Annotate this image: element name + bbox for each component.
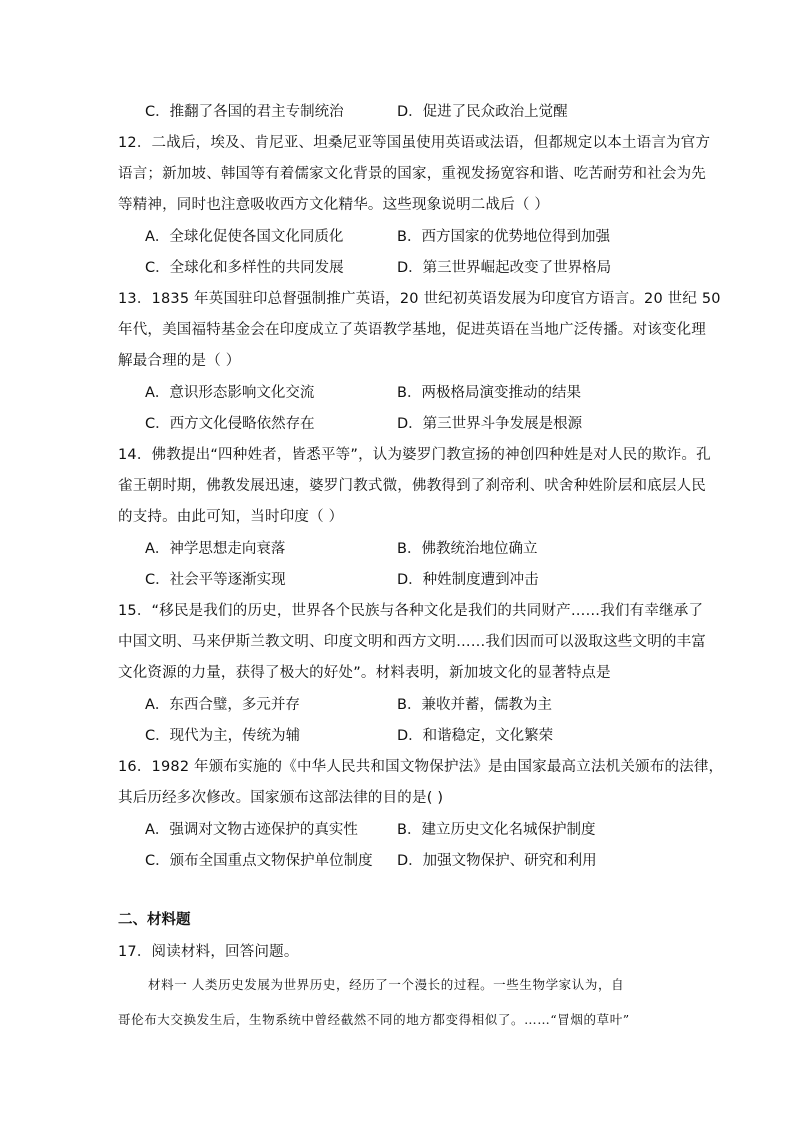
q12-option-c: C．全球化和多样性的共同发展 <box>145 260 344 276</box>
q14-option-a: A．神学思想走向衰落 <box>145 541 286 557</box>
q14-stem-line-3: 的支持。由此可知，当时印度（ ） <box>118 509 344 525</box>
q15-option-b: B．兼收并蓄，儒教为主 <box>397 697 552 713</box>
q13-stem-line-2: 年代，美国福特基金会在印度成立了英语教学基地，促进英语在当地广泛传播。对该变化理 <box>118 322 706 338</box>
q13-option-b: B．两极格局演变推动的结果 <box>397 385 581 401</box>
q15-option-a: A．东西合璧，多元并存 <box>145 697 300 713</box>
q14-option-b: B．佛教统治地位确立 <box>397 541 538 557</box>
q11-option-d: D．促进了民众政治上觉醒 <box>397 104 568 120</box>
q13-option-d: D．第三世界斗争发展是根源 <box>397 416 583 432</box>
q13-stem-line-1: 13．1835 年英国驻印总督强制推广英语，20 世纪初英语发展为印度官方语言。20 世纪 50 <box>118 291 721 307</box>
q16-option-d: D．加强文物保护、研究和利用 <box>397 853 597 869</box>
q13-option-c: C．西方文化侵略依然存在 <box>145 416 315 432</box>
q14-option-c: C．社会平等逐渐实现 <box>145 572 286 588</box>
q13-option-a: A．意识形态影响文化交流 <box>145 385 315 401</box>
material-line-2: 哥伦布大交换发生后，生物系统中曾经截然不同的地方都变得相似了。……“冒烟的草叶” <box>118 1012 630 1027</box>
q12-stem-line-2: 语言；新加坡、韩国等有着儒家文化背景的国家，重视发扬宽容和谐、吃苦耐劳和社会为先 <box>118 166 706 182</box>
q15-option-c: C．现代为主，传统为辅 <box>145 728 301 744</box>
q15-stem-line-1: 15．“移民是我们的历史，世界各个民族与各种文化是我们的共同财产……我们有幸继承了 <box>118 603 704 619</box>
q14-stem-line-2: 雀王朝时期，佛教发展迅速，婆罗门教式微，佛教得到了刹帝利、吠舍种姓阶层和底层人民 <box>118 478 706 494</box>
q16-option-c: C．颁布全国重点文物保护单位制度 <box>145 853 373 869</box>
q16-option-b: B．建立历史文化名城保护制度 <box>397 822 596 838</box>
q15-stem-line-3: 文化资源的力量，获得了极大的好处”。材料表明，新加坡文化的显著特点是 <box>118 665 611 681</box>
q12-stem-line-3: 等精神，同时也注意吸收西方文化精华。这些现象说明二战后（ ） <box>118 197 550 213</box>
q12-option-d: D．第三世界崛起改变了世界格局 <box>397 260 612 276</box>
q15-stem-line-2: 中国文明、马来伊斯兰教文明、印度文明和西方文明……我们因而可以汲取这些文明的丰富 <box>118 634 706 650</box>
q13-stem-line-3: 解最合理的是（ ） <box>118 353 241 369</box>
q16-option-a: A．强调对文物古迹保护的真实性 <box>145 822 358 838</box>
material-line-1: 材料一 人类历史发展为世界历史，经历了一个漫长的过程。一些生物学家认为，自 <box>148 977 625 992</box>
q12-option-a: A．全球化促使各国文化同质化 <box>145 229 344 245</box>
q12-stem-line-1: 12．二战后，埃及、肯尼亚、坦桑尼亚等国虽使用英语或法语，但都规定以本土语言为官方 <box>118 135 711 151</box>
q12-option-b: B．西方国家的优势地位得到加强 <box>397 229 610 245</box>
q14-option-d: D．种姓制度遭到冲击 <box>397 572 539 588</box>
q15-option-d: D．和谐稳定，文化繁荣 <box>397 728 554 744</box>
q17-intro: 17．阅读材料，回答问题。 <box>118 944 299 960</box>
q16-stem-line-1: 16．1982 年颁布实施的《中华人民共和国文物保护法》是由国家最高立法机关颁布的法律， <box>118 759 724 775</box>
q16-stem-line-2: 其后历经多次修改。国家颁布这部法律的目的是( ) <box>118 790 444 806</box>
q14-stem-line-1: 14．佛教提出“四种姓者，皆悉平等”，认为婆罗门教宣扬的神创四种姓是对人民的欺诈。孔 <box>118 447 711 463</box>
q11-option-c: C．推翻了各国的君主专制统治 <box>145 104 344 120</box>
section-title: 二、材料题 <box>118 912 191 928</box>
